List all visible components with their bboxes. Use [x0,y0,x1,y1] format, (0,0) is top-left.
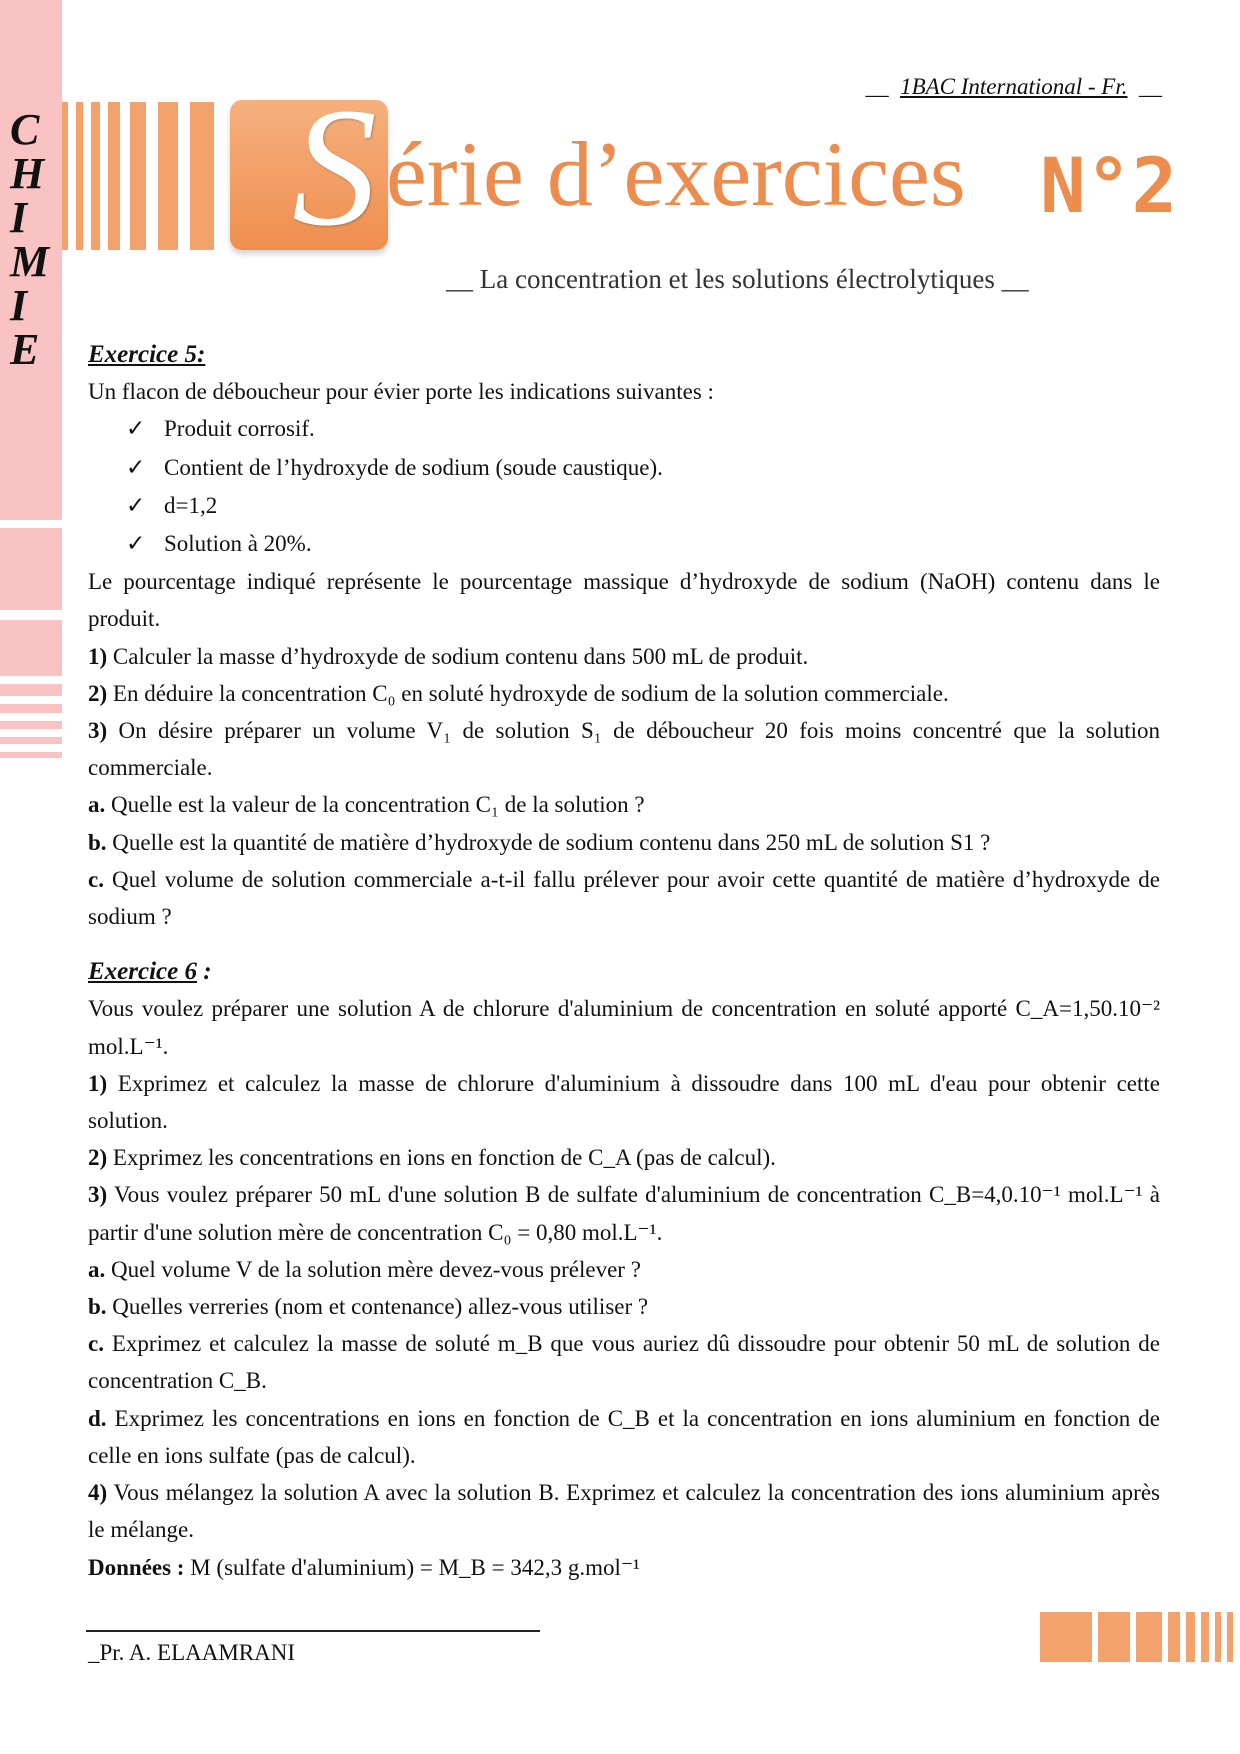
question: 3) On désire préparer un volume V₁ de solution S₁ de déboucheur 20 fois moins concentré que la solution commerciale. [88,718,1160,781]
check-icon: ✓ [126,416,146,443]
author: _Pr. A. ELAAMRANI [88,1640,296,1665]
page-title: érie d’exercices [386,123,966,225]
question: a. Quelle est la valeur de la concentration C₁ de la solution ? [88,792,645,818]
data-line: Données : M (sulfate d'aluminium) = M_B = 342,3 g.mol⁻¹ [88,1554,640,1580]
question: 1) Exprimez et calculez la masse de chlorure d'aluminium à dissoudre dans 100 mL d'eau pour obtenir cette solution. [88,1070,1161,1134]
series-number: N°2 [1040,141,1178,230]
subject-letter: I [10,281,28,330]
list-item: ✓ Produit corrosif. [88,410,1160,448]
subject-letter: C [10,105,40,154]
paragraph: Le pourcentage indiqué représente le pourcentage massique d’hydroxyde de sodium (NaOH) contenu dans le produit. [88,569,1160,632]
sidebar-block [0,620,62,676]
subject-letter: I [10,193,28,242]
paragraph: Vous voulez préparer une solution A de chlorure d'aluminium de concentration en soluté apporté C_A=1,50.10⁻² mol.L⁻¹. [88,996,1160,1059]
question: d. Exprimez les concentrations en ions en fonction de C_B et la concentration en ions aluminium en fonction de celle en ions sulfate (pas de calcul). [88,1405,1161,1468]
sidebar-stripe [0,721,62,729]
question: 2) En déduire la concentration C₀ en soluté hydroxyde de sodium de la solution commerciale. [88,680,949,706]
exercise-heading: Exercice 5: [88,341,206,368]
list-item: ✓ d=1,2 [88,487,1160,525]
question: c. Exprimez et calculez la masse de soluté m_B que vous auriez dû dissoudre pour obtenir 50 mL de solution de concentration C_B. [88,1331,1161,1394]
question: c. Quel volume de solution commerciale a-t-il fallu prélever pour avoir cette quantité de matière d’hydroxyde de sodium ? [88,866,1160,930]
sidebar-stripe [0,752,62,758]
check-icon: ✓ [126,492,146,519]
title-initial: S [292,73,377,261]
check-icon: ✓ [126,531,146,558]
paragraph: Un flacon de déboucheur pour évier porte les indications suivantes : [88,379,714,405]
subject-letter: H [10,149,45,198]
footer-divider [86,1630,540,1632]
sidebar-block [0,528,62,610]
question: b. Quelle est la quantité de matière d’hydroxyde de sodium contenu dans 250 mL de solution S1 ? [88,829,991,855]
document-body [88,336,1160,1586]
sidebar-stripe [0,737,62,744]
list-item: ✓ Solution à 20%. [88,525,1160,563]
sidebar-stripe [0,704,62,713]
question: 1) Calculer la masse d’hydroxyde de sodium contenu dans 500 mL de produit. [88,643,809,669]
question: 2) Exprimez les concentrations en ions en fonction de C_A (pas de calcul). [88,1145,776,1171]
question: b. Quelles verreries (nom et contenance) allez-vous utiliser ? [88,1294,649,1320]
subject-letter: E [10,325,40,374]
exercise-heading: Exercice 6 : [88,958,212,986]
class-label: __ 1BAC International - Fr. __ [865,74,1162,99]
page-subtitle: __ La concentration et les solutions électrolytiques __ [446,264,1029,294]
subject-letter: M [10,237,50,286]
check-icon: ✓ [126,454,146,481]
sidebar-stripe [0,684,62,696]
question: a. Quel volume V de la solution mère devez-vous prélever ? [88,1256,641,1282]
subject-vertical-label [10,105,56,374]
question: 4) Vous mélangez la solution A avec la solution B. Exprimez et calculez la concentration des ions aluminium après le mélange. [88,1480,1160,1543]
question: 3) Vous voulez préparer 50 mL d'une solution B de sulfate d'aluminium de concentration C_B=4,0.10⁻¹ mol.L⁻¹ à partir d'une solution mère de concentration C₀ = 0,80 mol.L⁻¹. [88,1182,1160,1245]
list-item: ✓ Contient de l’hydroxyde de sodium (soude caustique). [88,449,1160,487]
